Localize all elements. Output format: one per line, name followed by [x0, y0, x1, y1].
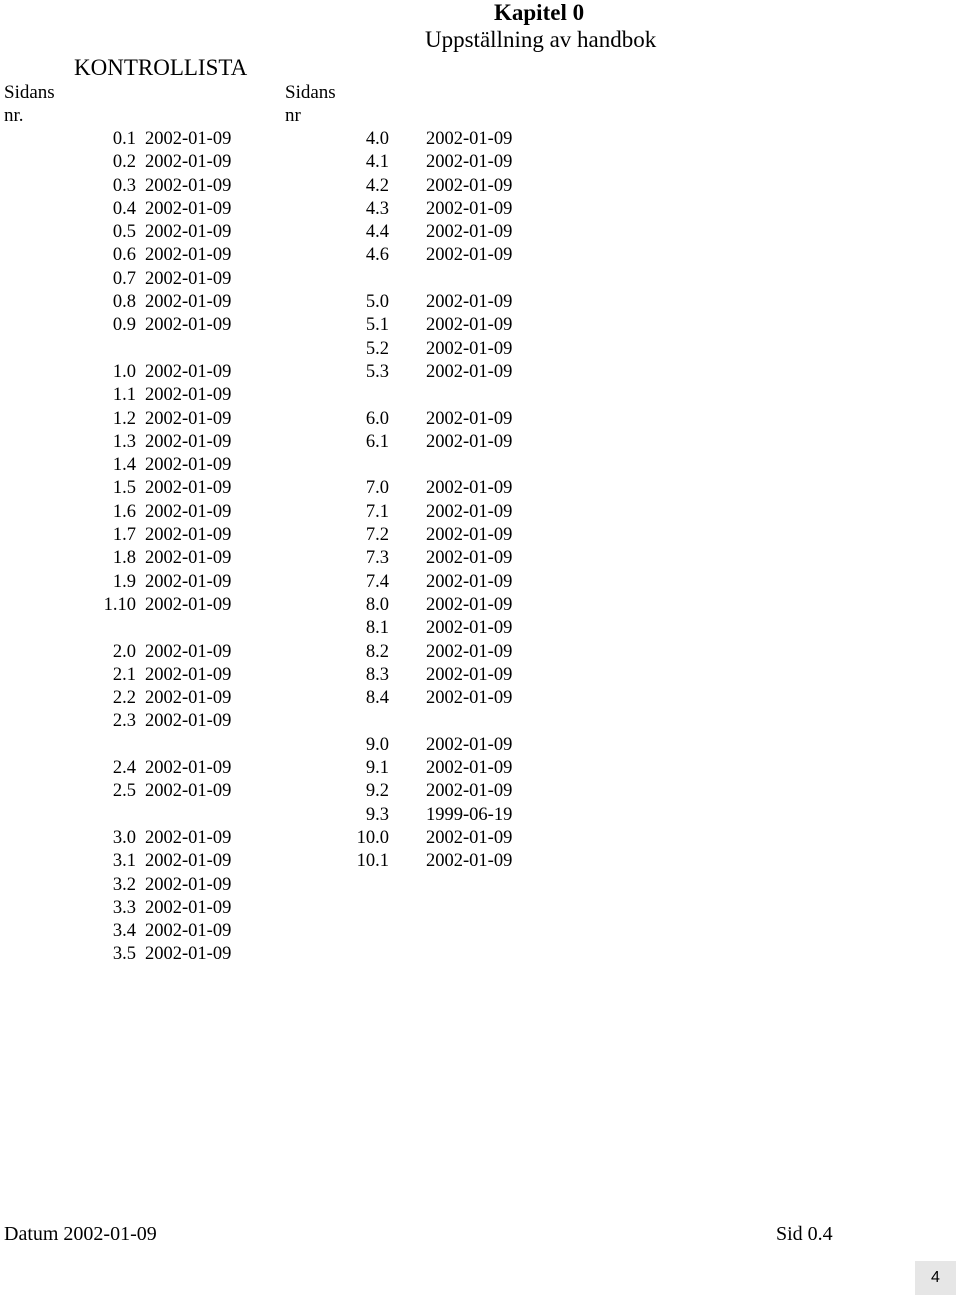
page-number: 7.1	[365, 501, 389, 522]
page-number: 6.1	[365, 431, 389, 452]
revision-date: 2002-01-09	[145, 594, 232, 615]
list-item	[0, 780, 280, 803]
revision-date: 1999-06-19	[426, 804, 513, 825]
list-item	[0, 408, 280, 431]
list-item	[281, 198, 581, 221]
list-item	[281, 710, 581, 733]
list-item	[0, 710, 280, 733]
revision-date: 2002-01-09	[145, 827, 232, 848]
list-item	[0, 244, 280, 267]
revision-date: 2002-01-09	[426, 525, 513, 546]
revision-date: 2002-01-09	[145, 198, 232, 219]
list-item	[0, 734, 280, 757]
revision-date: 2002-01-09	[426, 198, 513, 219]
revision-date: 2002-01-09	[426, 245, 513, 266]
page-number: 2.1	[112, 664, 136, 685]
checklist-title: KONTROLLISTA	[74, 55, 248, 80]
page-number: 0.6	[112, 245, 136, 266]
right-entry-list	[281, 128, 581, 874]
list-item	[0, 501, 280, 524]
page-number: 0.9	[112, 315, 136, 336]
list-item	[281, 734, 581, 757]
revision-date: 2002-01-09	[145, 175, 232, 196]
page-number: 1.2	[112, 408, 136, 429]
revision-date: 2002-01-09	[426, 618, 513, 639]
page-number: 2.5	[112, 781, 136, 802]
page-number: 1.4	[112, 455, 136, 476]
list-item	[0, 175, 280, 198]
list-item	[0, 291, 280, 314]
list-item	[0, 268, 280, 291]
list-item	[0, 943, 280, 966]
page-number: 3.5	[112, 944, 136, 965]
revision-date: 2002-01-09	[145, 711, 232, 732]
revision-date: 2002-01-09	[145, 851, 232, 872]
footer-page-number: Sid 0.4	[776, 1223, 833, 1245]
page-number: 0.2	[112, 152, 136, 173]
page-number: 10.0	[356, 827, 389, 848]
list-item	[0, 757, 280, 780]
list-item	[281, 175, 581, 198]
page-number: 1.0	[112, 361, 136, 382]
page-number: 2.3	[112, 711, 136, 732]
revision-date: 2002-01-09	[145, 385, 232, 406]
page-number: 0.1	[112, 129, 136, 149]
list-item	[281, 664, 581, 687]
revision-date: 2002-01-09	[145, 571, 232, 592]
list-item	[281, 151, 581, 174]
revision-date: 2002-01-09	[145, 641, 232, 662]
list-item	[281, 547, 581, 570]
list-item	[281, 314, 581, 337]
revision-date: 2002-01-09	[426, 688, 513, 709]
revision-date: 2002-01-09	[145, 455, 232, 476]
page-number: 0.5	[112, 222, 136, 243]
revision-date: 2002-01-09	[426, 781, 513, 802]
list-item	[281, 780, 581, 803]
list-item	[281, 477, 581, 500]
revision-date: 2002-01-09	[145, 781, 232, 802]
revision-date: 2002-01-09	[145, 688, 232, 709]
list-item	[0, 850, 280, 873]
list-item	[281, 827, 581, 850]
revision-date: 2002-01-09	[426, 758, 513, 779]
page-number: 4.0	[365, 129, 389, 149]
list-item	[281, 408, 581, 431]
page-number: 1.8	[112, 548, 136, 569]
page-number: 1.6	[112, 501, 136, 522]
page-number: 4.6	[365, 245, 389, 266]
chapter-subtitle: Uppställning av handbok	[425, 27, 657, 52]
revision-date: 2002-01-09	[145, 478, 232, 499]
revision-date: 2002-01-09	[426, 594, 513, 615]
list-item	[0, 874, 280, 897]
revision-date: 2002-01-09	[426, 548, 513, 569]
page-number: 7.4	[365, 571, 389, 592]
list-item	[0, 221, 280, 244]
page-number: 8.3	[365, 664, 389, 685]
list-item	[281, 804, 581, 827]
revision-date: 2002-01-09	[426, 408, 513, 429]
revision-date: 2002-01-09	[145, 944, 232, 965]
page-number: 8.4	[365, 688, 389, 709]
page-number: 0.8	[112, 292, 136, 313]
page-number: 4.4	[365, 222, 389, 243]
list-item	[0, 804, 280, 827]
page-number: 2.4	[112, 758, 136, 779]
list-item	[0, 524, 280, 547]
revision-date: 2002-01-09	[145, 664, 232, 685]
right-header-line-1: Sidans	[285, 82, 336, 103]
revision-date: 2002-01-09	[145, 129, 232, 149]
revision-date: 2002-01-09	[145, 431, 232, 452]
page-number: 3.1	[112, 851, 136, 872]
revision-date: 2002-01-09	[426, 338, 513, 359]
revision-date: 2002-01-09	[426, 664, 513, 685]
list-item	[281, 291, 581, 314]
list-item	[281, 384, 581, 407]
page-number: 2.2	[112, 688, 136, 709]
revision-date: 2002-01-09	[426, 501, 513, 522]
page-number: 9.3	[365, 804, 389, 825]
list-item	[281, 594, 581, 617]
revision-date: 2002-01-09	[426, 431, 513, 452]
page-number: 5.1	[365, 315, 389, 336]
page-number: 0.7	[112, 268, 136, 289]
page-number: 9.0	[365, 734, 389, 755]
list-item	[0, 151, 280, 174]
revision-date: 2002-01-09	[145, 292, 232, 313]
revision-date: 2002-01-09	[426, 175, 513, 196]
revision-date: 2002-01-09	[145, 408, 232, 429]
page-number: 1.9	[112, 571, 136, 592]
revision-date: 2002-01-09	[145, 152, 232, 173]
page-number: 8.0	[365, 594, 389, 615]
list-item	[0, 687, 280, 710]
page-number: 6.0	[365, 408, 389, 429]
page-number: 0.4	[112, 198, 136, 219]
left-entry-list	[0, 128, 280, 967]
list-item	[0, 664, 280, 687]
page-number: 1.5	[112, 478, 136, 499]
revision-date: 2002-01-09	[426, 292, 513, 313]
page-number: 7.0	[365, 478, 389, 499]
list-item	[281, 268, 581, 291]
page-number: 3.4	[112, 921, 136, 942]
revision-date: 2002-01-09	[145, 758, 232, 779]
list-item	[281, 221, 581, 244]
revision-date: 2002-01-09	[145, 222, 232, 243]
page-number: 1.10	[103, 594, 136, 615]
list-item	[0, 571, 280, 594]
left-column-header	[4, 81, 55, 127]
page-number: 3.3	[112, 897, 136, 918]
revision-date: 2002-01-09	[145, 525, 232, 546]
list-item	[0, 897, 280, 920]
page-number: 8.2	[365, 641, 389, 662]
list-item	[0, 641, 280, 664]
list-item	[281, 244, 581, 267]
page-number: 1.1	[112, 385, 136, 406]
revision-date: 2002-01-09	[426, 827, 513, 848]
revision-date: 2002-01-09	[145, 897, 232, 918]
page-number: 1.7	[112, 525, 136, 546]
list-item	[281, 571, 581, 594]
page-number: 9.1	[365, 758, 389, 779]
revision-date: 2002-01-09	[426, 571, 513, 592]
revision-date: 2002-01-09	[145, 361, 232, 382]
revision-date: 2002-01-09	[426, 851, 513, 872]
page-number: 9.2	[365, 781, 389, 802]
page-number: 2.0	[112, 641, 136, 662]
revision-date: 2002-01-09	[145, 921, 232, 942]
list-item	[0, 314, 280, 337]
revision-date: 2002-01-09	[426, 641, 513, 662]
left-header-line-2: nr.	[4, 105, 24, 126]
revision-date: 2002-01-09	[145, 874, 232, 895]
list-item	[0, 198, 280, 221]
page-number: 10.1	[356, 851, 389, 872]
footer-date: Datum 2002-01-09	[4, 1223, 157, 1245]
page-number: 5.0	[365, 292, 389, 313]
page-number: 8.1	[365, 618, 389, 639]
list-item	[281, 361, 581, 384]
revision-date: 2002-01-09	[145, 245, 232, 266]
list-item	[281, 641, 581, 664]
revision-date: 2002-01-09	[145, 268, 232, 289]
page-number: 5.3	[365, 361, 389, 382]
revision-date: 2002-01-09	[426, 361, 513, 382]
list-item	[281, 431, 581, 454]
list-item	[0, 431, 280, 454]
list-item	[281, 338, 581, 361]
revision-date: 2002-01-09	[145, 501, 232, 522]
page-number: 4.3	[365, 198, 389, 219]
page-number: 7.3	[365, 548, 389, 569]
revision-date: 2002-01-09	[145, 315, 232, 336]
page-number: 0.3	[112, 175, 136, 196]
page-number: 3.2	[112, 874, 136, 895]
right-header-line-2: nr	[285, 105, 301, 126]
page-number: 7.2	[365, 525, 389, 546]
revision-date: 2002-01-09	[426, 152, 513, 173]
list-item	[0, 338, 280, 361]
list-item	[281, 501, 581, 524]
list-item	[0, 547, 280, 570]
chapter-title: Kapitel 0	[494, 0, 585, 25]
page-number: 3.0	[112, 827, 136, 848]
page-number: 5.2	[365, 338, 389, 359]
revision-date: 2002-01-09	[426, 315, 513, 336]
list-item	[0, 920, 280, 943]
list-item	[0, 827, 280, 850]
list-item	[281, 524, 581, 547]
left-header-line-1: Sidans	[4, 82, 55, 103]
page-number: 1.3	[112, 431, 136, 452]
page-number: 4.2	[365, 175, 389, 196]
revision-date: 2002-01-09	[426, 222, 513, 243]
revision-date: 2002-01-09	[426, 129, 513, 149]
list-item	[0, 361, 280, 384]
list-item	[0, 384, 280, 407]
page-number-badge: 4	[915, 1261, 956, 1295]
list-item	[0, 617, 280, 640]
list-item	[281, 128, 581, 151]
list-item	[281, 850, 581, 873]
list-item	[281, 617, 581, 640]
revision-date: 2002-01-09	[426, 478, 513, 499]
list-item	[0, 454, 280, 477]
list-item	[0, 128, 280, 151]
list-item	[281, 454, 581, 477]
revision-date: 2002-01-09	[145, 548, 232, 569]
page-number: 4.1	[365, 152, 389, 173]
revision-date: 2002-01-09	[426, 734, 513, 755]
list-item	[0, 477, 280, 500]
list-item	[281, 757, 581, 780]
list-item	[281, 687, 581, 710]
right-column-header	[285, 81, 336, 127]
list-item	[0, 594, 280, 617]
